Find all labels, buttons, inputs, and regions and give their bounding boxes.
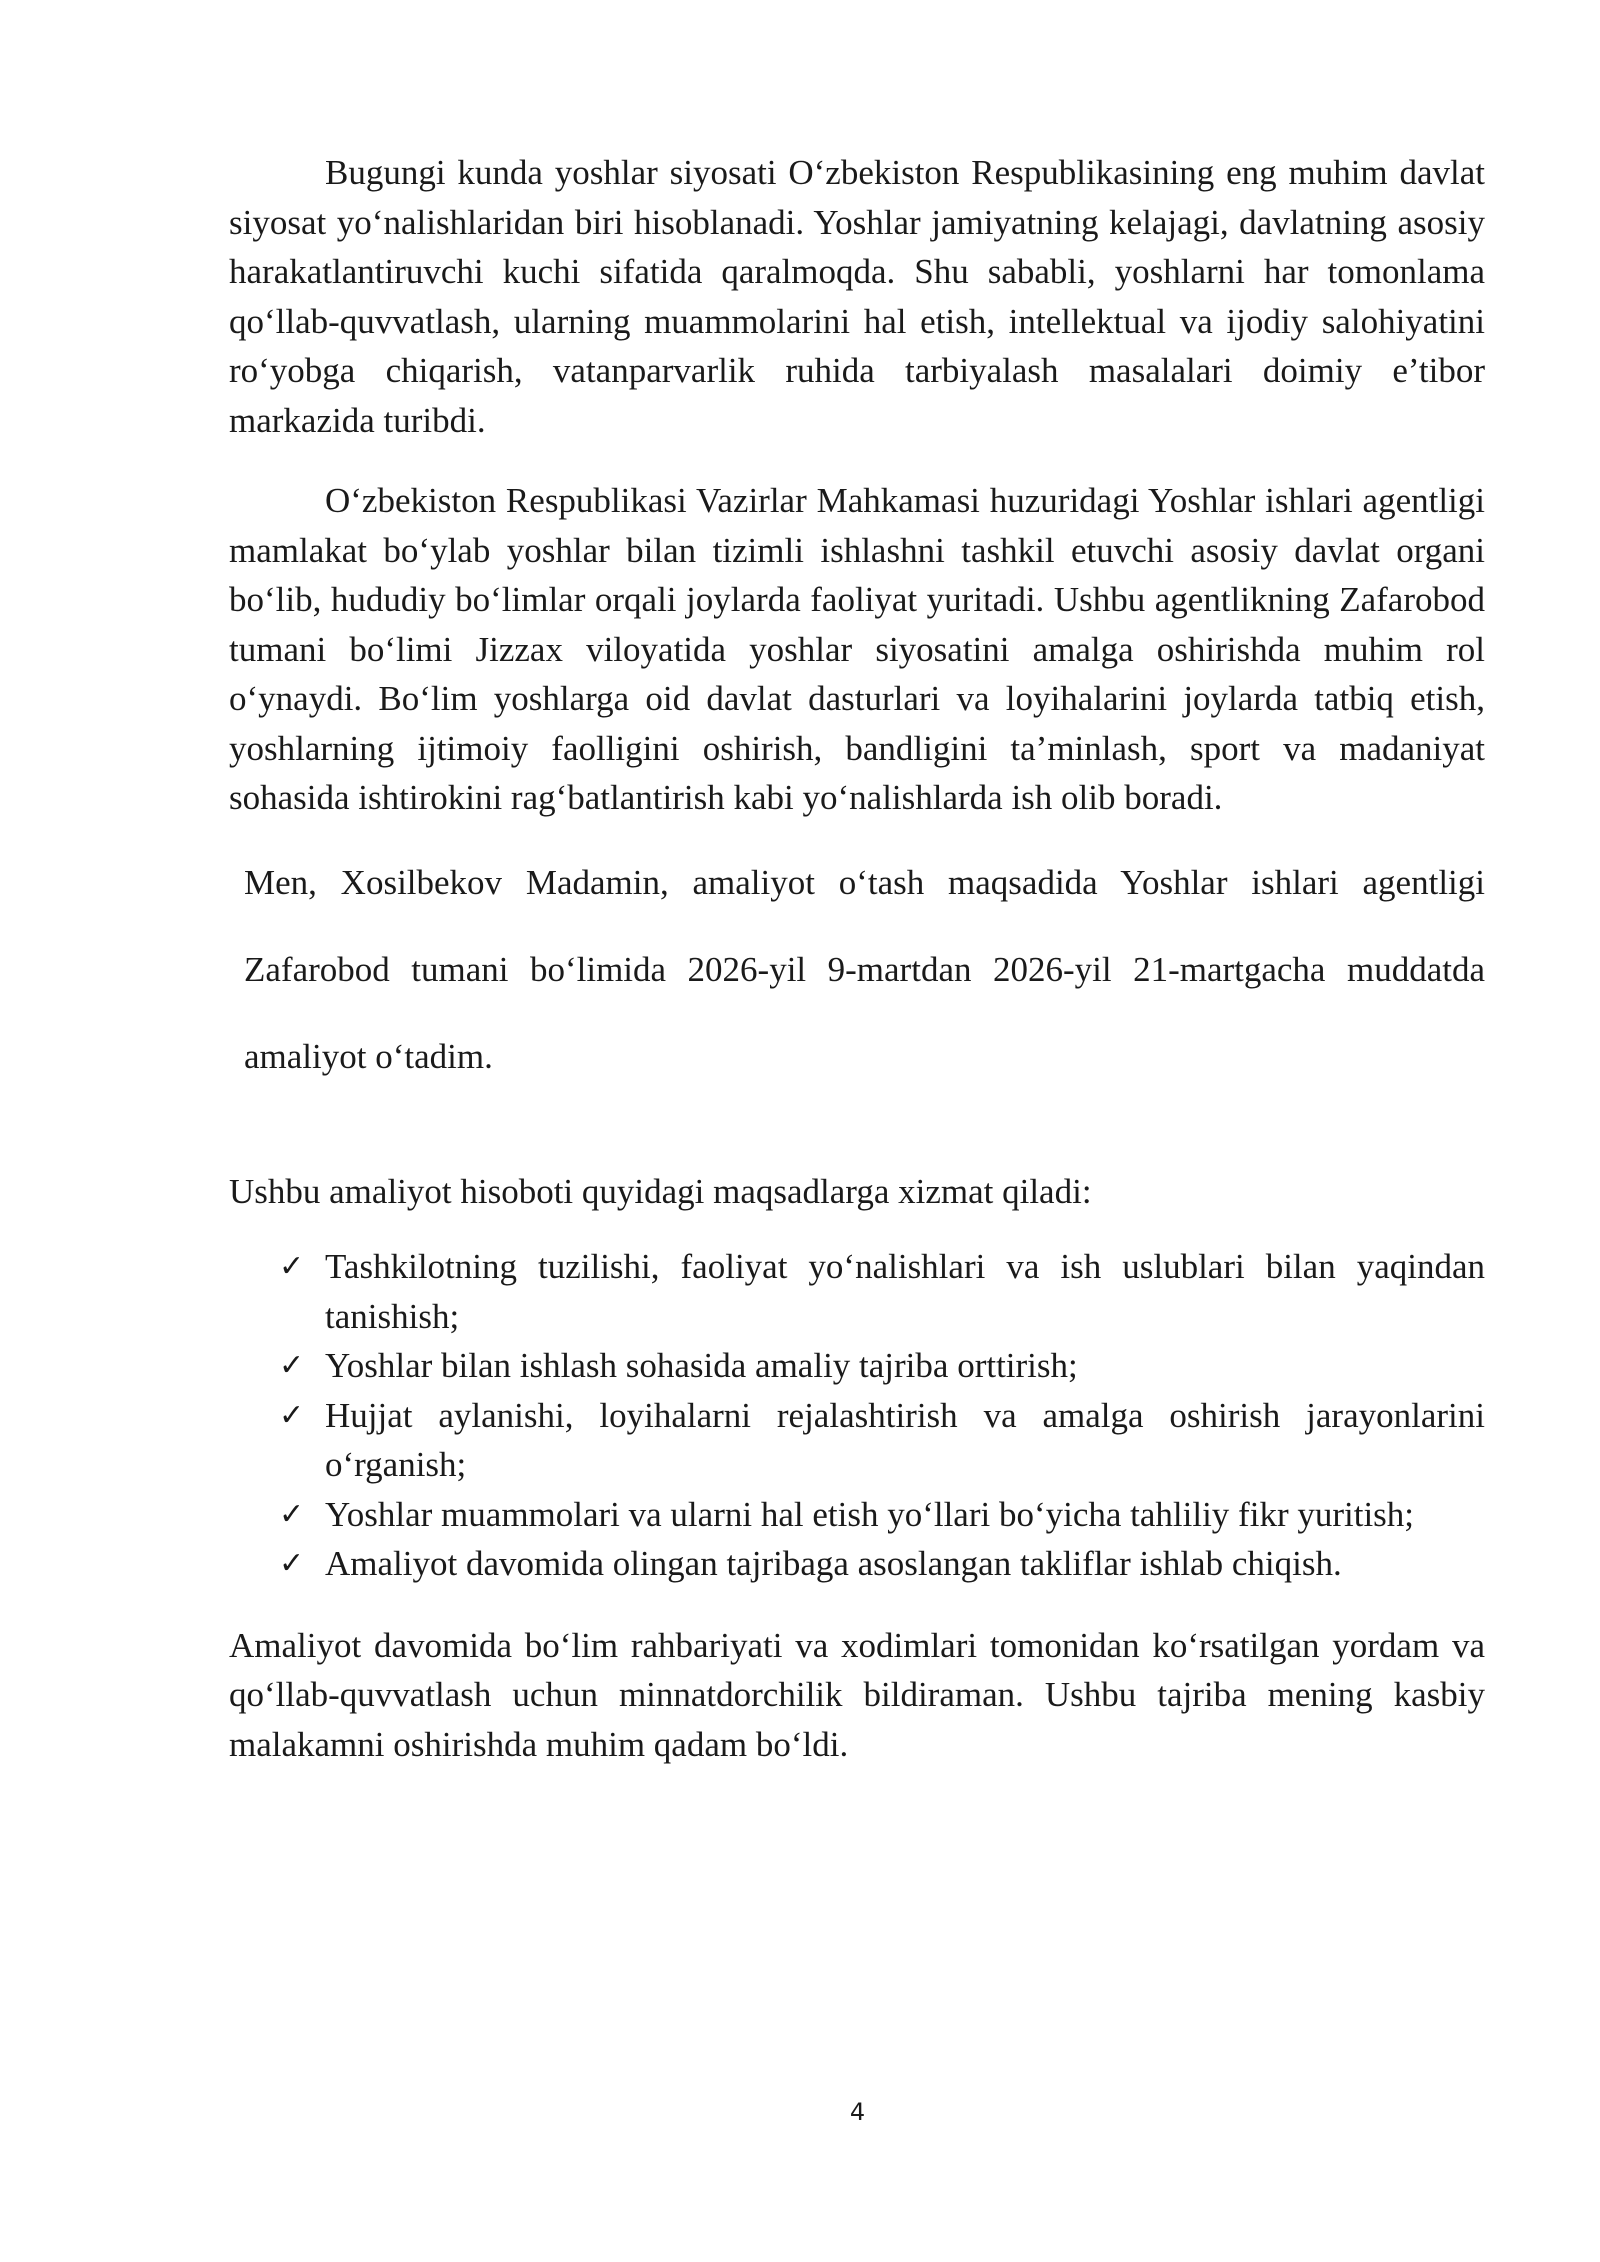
goal-item bbox=[229, 1490, 1485, 1540]
goal-item bbox=[229, 1242, 1485, 1341]
goal-text: Yoshlar muammolari va ularni hal etish yo‘llari bo‘yicha tahliliy fikr yuritish; bbox=[325, 1494, 1415, 1534]
internship-statement: Men, Xosilbekov Madamin, amaliyot o‘tash maqsadida Yoshlar ishlari agentligi Zafarobod tumani bo‘limida 2026-yil 9-martdan 2026-yil 21-martgacha muddatda amaliyot o‘tadim. bbox=[244, 862, 1485, 1076]
checkmark-icon: ✓ bbox=[279, 1546, 305, 1581]
goal-item bbox=[229, 1341, 1485, 1391]
goal-text: Amaliyot davomida olingan tajribaga asoslangan takliflar ishlab chiqish. bbox=[325, 1544, 1342, 1583]
checkmark-icon: ✓ bbox=[279, 1397, 305, 1433]
goal-text: Hujjat aylanishi, loyihalarni rejalashtirish va amalga oshirish jarayonlarini o‘rganish; bbox=[325, 1395, 1485, 1484]
goals-intro: Ushbu amaliyot hisoboti quyidagi maqsadlarga xizmat qiladi: bbox=[229, 1171, 1092, 1211]
goal-item bbox=[229, 1391, 1485, 1490]
goal-text: Yoshlar bilan ishlash sohasida amaliy tajriba orttirish; bbox=[325, 1346, 1078, 1385]
checkmark-icon: ✓ bbox=[279, 1348, 305, 1383]
document-page bbox=[229, 148, 1485, 1769]
goals-list bbox=[229, 1242, 1485, 1589]
agency-paragraph: O‘zbekiston Respublikasi Vazirlar Mahkamasi huzuridagi Yoshlar ishlari agentligi mamlakat bo‘ylab yoshlar bilan tizimli ishlashni tashkil etuvchi asosiy davlat organi bo‘lib, hududiy bo‘limlar orqali joylarda faoliyat yuritadi. Ushbu agentlikning Zafarobod tumani bo‘limi Jizzax viloyatida yoshlar siyosatini amalga oshirishda muhim rol o‘ynaydi. Bo‘lim yoshlarga oid davlat dasturlari va loyihalarini joylarda tatbiq etish, yoshlarning ijtimoiy faolligini oshirish, bandligini ta’minlash, sport va madaniyat sohasida ishtirokini rag‘batlantirish kabi yo‘nalishlarda ish olib boradi. bbox=[229, 481, 1485, 817]
intro-paragraph: Bugungi kunda yoshlar siyosati O‘zbekiston Respublikasining eng muhim davlat siyosat yo‘nalishlaridan biri hisoblanadi. Yoshlar jamiyatning kelajagi, davlatning asosiy harakatlantiruvchi kuchi sifatida qaralmoqda. Shu sababli, yoshlarni har tomonlama qo‘llab-quvvatlash, ularning muammolarini hal etish, intellektual va ijodiy salohiyatini ro‘yobga chiqarish, vatanparvarlik ruhida tarbiyalash masalalari doimiy e’tibor markazida turibdi. bbox=[229, 153, 1485, 440]
goal-item bbox=[229, 1539, 1485, 1589]
checkmark-icon: ✓ bbox=[279, 1249, 305, 1284]
checkmark-icon: ✓ bbox=[279, 1496, 305, 1532]
closing-paragraph: Amaliyot davomida bo‘lim rahbariyati va xodimlari tomonidan ko‘rsatilgan yordam va qo‘llab-quvvatlash uchun minnatdorchilik bildiraman. Ushbu tajriba mening kasbiy malakamni oshirishda muhim qadam bo‘ldi. bbox=[229, 1625, 1485, 1764]
goal-text: Tashkilotning tuzilishi, faoliyat yo‘nalishlari va ish uslublari bilan yaqindan tanishish; bbox=[325, 1247, 1485, 1336]
page-number: 4 bbox=[849, 2098, 866, 2126]
